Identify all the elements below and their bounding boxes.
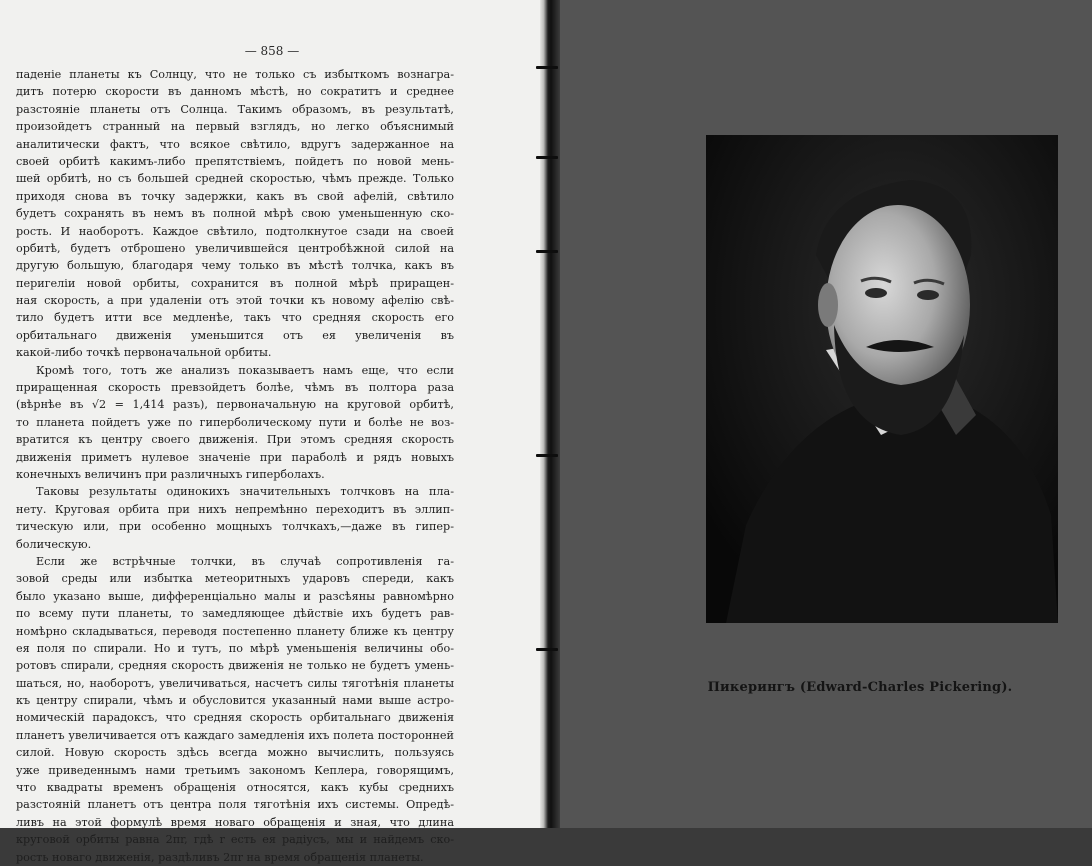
text-line: орбитальнаго движенія уменьшится отъ ея увеличенія въ [16, 328, 454, 342]
text-line: (вѣрнѣе въ √2 = 1,414 разъ), первоначальную на круговой орбитѣ, [16, 398, 454, 412]
text-line: будетъ сохранять въ немъ въ полной мѣрѣ свою уменьшенную ско- [16, 207, 454, 221]
text-line: тило будетъ итти все медленѣе, такъ что средняя скорость его [16, 311, 454, 325]
portrait-image [706, 135, 1058, 623]
binding-stitch [536, 648, 558, 651]
binding-stitch [536, 454, 558, 457]
binding-stitch [536, 156, 558, 159]
text-line: уже приведеннымъ нами третьимъ закономъ Кеплера, говорящимъ, [16, 763, 454, 777]
portrait-photo [706, 135, 1058, 623]
text-line: вратится къ центру своего движенія. При этомъ средняя скорость [16, 433, 454, 447]
text-line: приращенная скорость превзойдетъ болѣе, чѣмъ въ полтора раза [16, 381, 454, 395]
text-line: движенія приметъ нулевое значеніе при параболѣ и рядъ новыхъ [16, 450, 454, 464]
text-line: что квадраты временъ обращенія относятся, какъ кубы среднихъ [16, 781, 454, 795]
page-number: — 858 — [244, 44, 300, 58]
text-line: шаться, но, наоборотъ, увеличиваться, насчетъ силы тяготѣнія планеты [16, 676, 454, 690]
text-line: рость. И наоборотъ. Каждое свѣтило, подтолкнутое сзади на своей [16, 224, 454, 238]
text-line: какой-либо точкѣ первоначальной орбиты. [16, 346, 272, 360]
book-gutter [540, 0, 560, 828]
text-line: силой. Новую скорость здѣсь всегда можно вычислить, пользуясь [16, 746, 454, 760]
text-line: произойдетъ странный на первый взглядъ, но легко объяснимый [16, 120, 454, 134]
text-line: планетъ увеличивается отъ каждаго замедленія ихъ полета посторонней [16, 728, 454, 742]
text-line: аналитически фактъ, что всякое свѣтило, вдругъ задержанное на [16, 137, 454, 151]
text-line: номѣрно складываться, переводя постепенно планету ближе къ центру [16, 624, 454, 638]
text-line: орбитѣ, будетъ отброшено увеличившейся центробѣжной силой на [16, 241, 454, 255]
text-line: перигеліи новой орбиты, сохранится въ полной мѣрѣ приращен- [16, 276, 454, 290]
text-line: другую большую, благодаря чему только въ мѣстѣ толчка, какъ въ [16, 259, 454, 273]
text-line: зовой среды или избытка метеоритныхъ ударовъ спереди, какъ [16, 572, 454, 586]
text-line: было указано выше, дифференціально малы и разсѣяны равномѣрно [16, 589, 454, 603]
text-line: по всему пути планеты, то замедляющее дѣйствіе ихъ будетъ рав- [16, 607, 454, 621]
text-line: паденіе планеты къ Солнцу, что не только съ избыткомъ вознагра- [16, 68, 454, 81]
text-line: болическую. [16, 537, 92, 551]
text-line: тическую или, при особенно мощныхъ толчкахъ,—даже въ гипер- [16, 520, 454, 534]
text-line: номическій парадоксъ, что средняя скорость орбитальнаго движенія [16, 711, 454, 725]
text-line: разстояніе планеты отъ Солнца. Такимъ образомъ, въ результатѣ, [16, 102, 454, 116]
portrait-caption: Пикерингъ (Edward-Charles Pickering). [707, 680, 1013, 695]
text-line: ливъ на этой формулѣ время новаго обращенія и зная, что длина [16, 815, 454, 829]
text-line: конечныхъ величинъ при различныхъ гиперболахъ. [16, 467, 325, 481]
binding-stitch [536, 250, 558, 253]
text-line: рость новаго движенія, раздѣливъ 2πr на время обращенія планеты. [16, 850, 424, 864]
text-line: своей орбитѣ какимъ-либо препятствіемъ, пойдетъ по новой мень- [16, 154, 454, 168]
text-line: приходя снова въ точку задержки, какъ въ свой афелій, свѣтило [16, 189, 454, 203]
text-line: Кромѣ того, тотъ же анализъ показываетъ намъ еще, что если [36, 363, 454, 377]
text-line: Таковы результаты одинокихъ значительныхъ толчковъ на пла- [36, 485, 454, 499]
text-line: Если же встрѣчные толчки, въ случаѣ сопротивленія га- [36, 554, 454, 568]
text-line: то планета пойдетъ уже по гиперболическому пути и болѣе не воз- [16, 415, 454, 429]
text-line: нету. Круговая орбита при нихъ непремѣнно переходитъ въ эллип- [16, 502, 454, 516]
text-line: ная скорость, а при удаленіи отъ этой точки къ новому афелію свѣ- [16, 294, 454, 308]
text-line: разстояній планетъ отъ центра поля тяготѣнія ихъ системы. Опредѣ- [16, 798, 454, 812]
text-line: ротовъ спирали, средняя скорость движенія не только не будетъ умень- [16, 659, 454, 673]
text-line: къ центру спирали, чѣмъ и обусловится указанный нами выше астро- [16, 694, 454, 708]
text-line: шей орбитѣ, но съ большей средней скоростью, чѣмъ прежде. Только [16, 172, 454, 186]
binding-stitch [536, 66, 558, 69]
text-line: дитъ потерю скорости въ данномъ мѣстѣ, но сократитъ и среднее [16, 85, 454, 99]
text-line: ея поля по спирали. Но и тутъ, по мѣрѣ уменьшенія величины обо- [16, 641, 454, 655]
body-text [16, 66, 454, 866]
left-page [0, 0, 544, 864]
text-line: круговой орбиты равна 2πr, гдѣ r есть ея радіусъ, мы и найдемъ ско- [16, 833, 454, 847]
